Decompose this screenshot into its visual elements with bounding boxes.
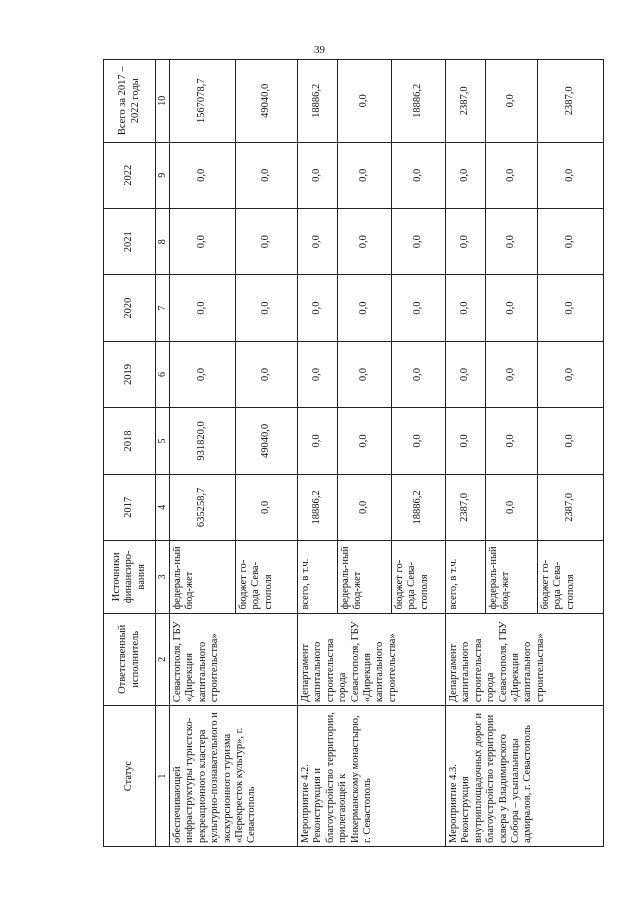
value-cell: 18886,2 xyxy=(298,474,338,540)
value-cell: 0,0 xyxy=(538,275,604,341)
index-cell: 8 xyxy=(156,208,170,274)
value-cell: 0,0 xyxy=(538,208,604,274)
source-cell: всего, в т.ч. xyxy=(446,541,486,613)
header-2021: 2021 xyxy=(104,208,156,274)
value-cell: 0,0 xyxy=(486,275,538,341)
value-cell: 0,0 xyxy=(446,208,486,274)
index-cell: 9 xyxy=(156,142,170,208)
value-cell: 0,0 xyxy=(170,341,236,407)
table-row xyxy=(298,60,338,847)
executor-cell: Департамент капитального строительства города Севастополя, ГБУ «Дирекция капитального строительства» xyxy=(298,613,446,706)
value-cell: 0,0 xyxy=(236,208,298,274)
index-cell: 2 xyxy=(156,613,170,706)
executor-cell: Севастополя, ГБУ «Дирекция капитального строительства» xyxy=(170,613,298,706)
executor-cell: Департамент капитального строительства города Севастополя, ГБУ «Дирекция капитального строительства» xyxy=(446,613,604,706)
value-cell: 0,0 xyxy=(298,142,338,208)
value-cell: 0,0 xyxy=(392,142,446,208)
index-cell: 10 xyxy=(156,60,170,143)
value-cell: 2387,0 xyxy=(446,60,486,143)
index-row xyxy=(156,60,170,847)
value-cell: 931820,0 xyxy=(170,408,236,474)
value-cell: 0,0 xyxy=(392,341,446,407)
value-cell: 49040,0 xyxy=(236,60,298,143)
header-row xyxy=(104,60,156,847)
value-cell: 0,0 xyxy=(338,142,392,208)
header-2020: 2020 xyxy=(104,275,156,341)
value-cell: 2387,0 xyxy=(446,474,486,540)
value-cell: 0,0 xyxy=(298,275,338,341)
value-cell: 0,0 xyxy=(236,341,298,407)
index-cell: 7 xyxy=(156,275,170,341)
value-cell: 18886,2 xyxy=(298,60,338,143)
funding-table xyxy=(103,59,604,847)
value-cell: 2387,0 xyxy=(538,60,604,143)
rotated-table-container xyxy=(103,59,576,847)
value-cell: 635258,7 xyxy=(170,474,236,540)
source-cell: бюджет го-рода Сева-стополя xyxy=(392,541,446,613)
value-cell: 0,0 xyxy=(486,142,538,208)
value-cell: 0,0 xyxy=(446,142,486,208)
status-cell: Мероприятие 4.3. Реконструкция внутриплощадочных дорог и благоустройство территории сквера у Владимирского Собора – усыпальницы адмиралов, г. Севастополь xyxy=(446,706,604,847)
value-cell: 0,0 xyxy=(236,474,298,540)
value-cell: 0,0 xyxy=(338,474,392,540)
value-cell: 0,0 xyxy=(170,275,236,341)
header-2018: 2018 xyxy=(104,408,156,474)
value-cell: 0,0 xyxy=(486,341,538,407)
index-cell: 5 xyxy=(156,408,170,474)
value-cell: 0,0 xyxy=(538,341,604,407)
value-cell: 0,0 xyxy=(446,408,486,474)
header-total: Всего за 2017 – 2022 годы xyxy=(104,60,156,143)
table-row xyxy=(170,60,236,847)
value-cell: 0,0 xyxy=(392,275,446,341)
value-cell: 0,0 xyxy=(338,275,392,341)
value-cell: 0,0 xyxy=(392,408,446,474)
status-cell: Мероприятие 4.2. Реконструкция и благоустройство территории, прилегающей к Инкерманскому монастырю, г. Севастополь xyxy=(298,706,446,847)
header-executor: Ответственный исполнитель xyxy=(104,613,156,706)
source-cell: федераль-ный бюд-жет xyxy=(486,541,538,613)
index-cell: 6 xyxy=(156,341,170,407)
value-cell: 0,0 xyxy=(538,142,604,208)
value-cell: 49040,0 xyxy=(236,408,298,474)
value-cell: 0,0 xyxy=(486,60,538,143)
source-cell: бюджет го-рода Сева-стополя xyxy=(538,541,604,613)
header-2019: 2019 xyxy=(104,341,156,407)
source-cell: федераль-ный бюд-жет xyxy=(170,541,236,613)
table-row xyxy=(446,60,486,847)
value-cell: 0,0 xyxy=(538,408,604,474)
value-cell: 1567078,7 xyxy=(170,60,236,143)
value-cell: 0,0 xyxy=(486,408,538,474)
value-cell: 0,0 xyxy=(338,341,392,407)
value-cell: 0,0 xyxy=(298,408,338,474)
value-cell: 2387,0 xyxy=(538,474,604,540)
value-cell: 0,0 xyxy=(236,142,298,208)
value-cell: 18886,2 xyxy=(392,474,446,540)
value-cell: 0,0 xyxy=(338,408,392,474)
value-cell: 0,0 xyxy=(446,275,486,341)
value-cell: 0,0 xyxy=(486,474,538,540)
status-cell: обеспечивающей инфраструктуры туристско-рекреационного кластера культурно-познавательного и экскурсионного туризма «Перекресток культур», г. Севастополь xyxy=(170,706,298,847)
value-cell: 0,0 xyxy=(170,142,236,208)
header-sources: Источники финансиро-вания xyxy=(104,541,156,613)
header-2017: 2017 xyxy=(104,474,156,540)
value-cell: 0,0 xyxy=(298,208,338,274)
index-cell: 4 xyxy=(156,474,170,540)
source-cell: бюджет го-рода Сева-стополя xyxy=(236,541,298,613)
source-cell: всего, в т.ч. xyxy=(298,541,338,613)
value-cell: 0,0 xyxy=(446,341,486,407)
value-cell: 0,0 xyxy=(486,208,538,274)
value-cell: 0,0 xyxy=(236,275,298,341)
value-cell: 0,0 xyxy=(298,341,338,407)
value-cell: 0,0 xyxy=(338,60,392,143)
page-number: 39 xyxy=(314,44,325,56)
header-2022: 2022 xyxy=(104,142,156,208)
header-status: Статус xyxy=(104,706,156,847)
source-cell: федераль-ный бюд-жет xyxy=(338,541,392,613)
index-cell: 1 xyxy=(156,706,170,847)
value-cell: 0,0 xyxy=(392,208,446,274)
value-cell: 18886,2 xyxy=(392,60,446,143)
index-cell: 3 xyxy=(156,541,170,613)
value-cell: 0,0 xyxy=(170,208,236,274)
value-cell: 0,0 xyxy=(338,208,392,274)
